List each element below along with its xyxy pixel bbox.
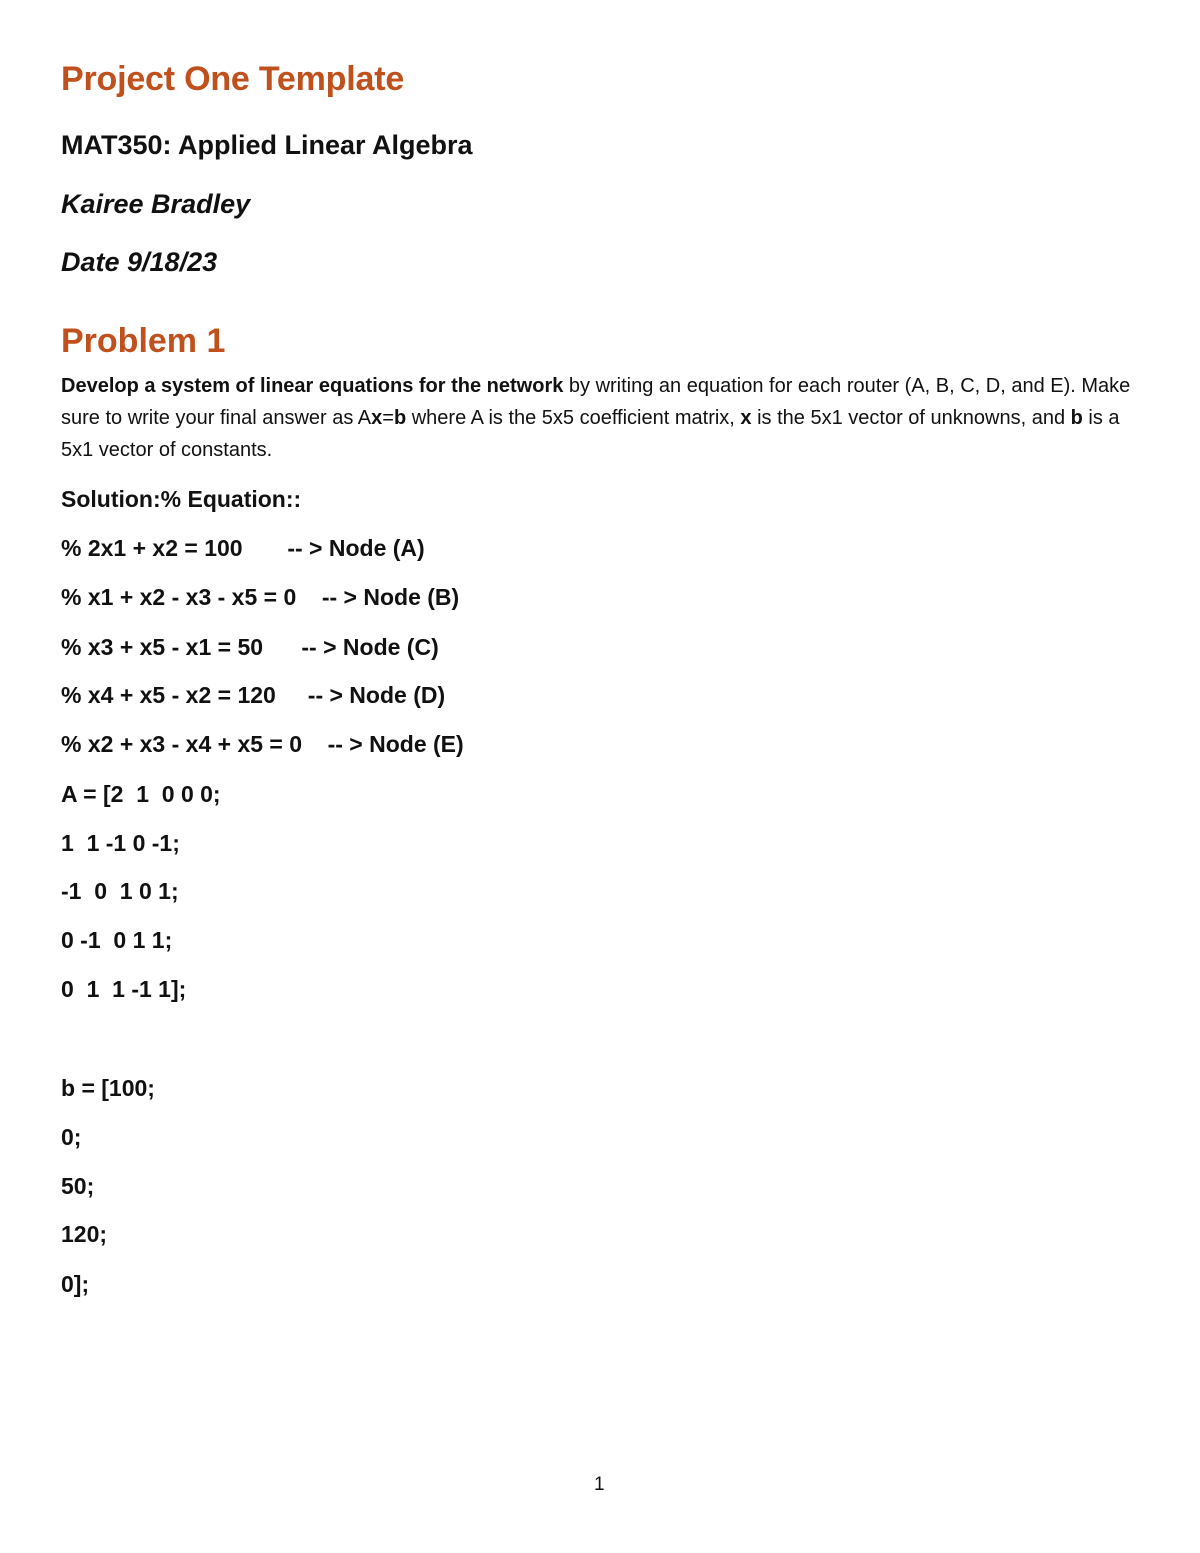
prompt-x-2: x bbox=[740, 407, 752, 429]
vector-b-line: 50; bbox=[61, 1173, 95, 1199]
vector-b-line: 120; bbox=[61, 1221, 108, 1247]
vector-b-line: b = [100; bbox=[61, 1075, 155, 1101]
matrix-a-line: 1 1 -1 0 -1; bbox=[61, 830, 180, 856]
solution-label: Solution:% Equation:: bbox=[61, 486, 302, 512]
equation-line: % x4 + x5 - x2 = 120 -- > Node (D) bbox=[61, 682, 446, 708]
vector-b-line: 0]; bbox=[61, 1271, 90, 1297]
matrix-a-line: A = [2 1 0 0 0; bbox=[61, 781, 221, 807]
matrix-a-line: -1 0 1 0 1; bbox=[61, 878, 179, 904]
matrix-a-line: 0 1 1 -1 1]; bbox=[61, 976, 187, 1002]
author-name: Kairee Bradley bbox=[61, 189, 251, 219]
prompt-text-2: where A is the 5x5 coefficient matrix, bbox=[406, 407, 741, 429]
vector-b-line: 0; bbox=[61, 1124, 82, 1150]
prompt-text-1: by writing an equation for each router (A, B, C, D, and E). Make sure to write your final answer as A bbox=[61, 375, 1131, 429]
equation-line: % x2 + x3 - x4 + x5 = 0 -- > Node (E) bbox=[61, 731, 464, 757]
document-date: Date 9/18/23 bbox=[61, 247, 218, 277]
course-name: MAT350: Applied Linear Algebra bbox=[61, 130, 473, 160]
page-number: 1 bbox=[594, 1474, 605, 1495]
problem-prompt bbox=[61, 370, 1136, 466]
matrix-a-line: 0 -1 0 1 1; bbox=[61, 927, 173, 953]
prompt-bold-lead: Develop a system of linear equations for the network bbox=[61, 375, 564, 397]
equation-line: % x1 + x2 - x3 - x5 = 0 -- > Node (B) bbox=[61, 584, 460, 610]
prompt-x-1: x bbox=[371, 407, 383, 429]
prompt-b-1: b bbox=[393, 407, 407, 429]
equation-line: % x3 + x5 - x1 = 50 -- > Node (C) bbox=[61, 634, 439, 660]
prompt-text-3: is the 5x1 vector of unknowns, and bbox=[751, 407, 1071, 429]
document-title: Project One Template bbox=[61, 60, 405, 98]
prompt-equals: = bbox=[382, 407, 394, 429]
problem-heading: Problem 1 bbox=[61, 322, 226, 360]
equation-line: % 2x1 + x2 = 100 -- > Node (A) bbox=[61, 535, 425, 561]
prompt-b-2: b bbox=[1070, 407, 1083, 429]
prompt-text-4: is a 5x1 vector of constants. bbox=[61, 407, 1120, 461]
